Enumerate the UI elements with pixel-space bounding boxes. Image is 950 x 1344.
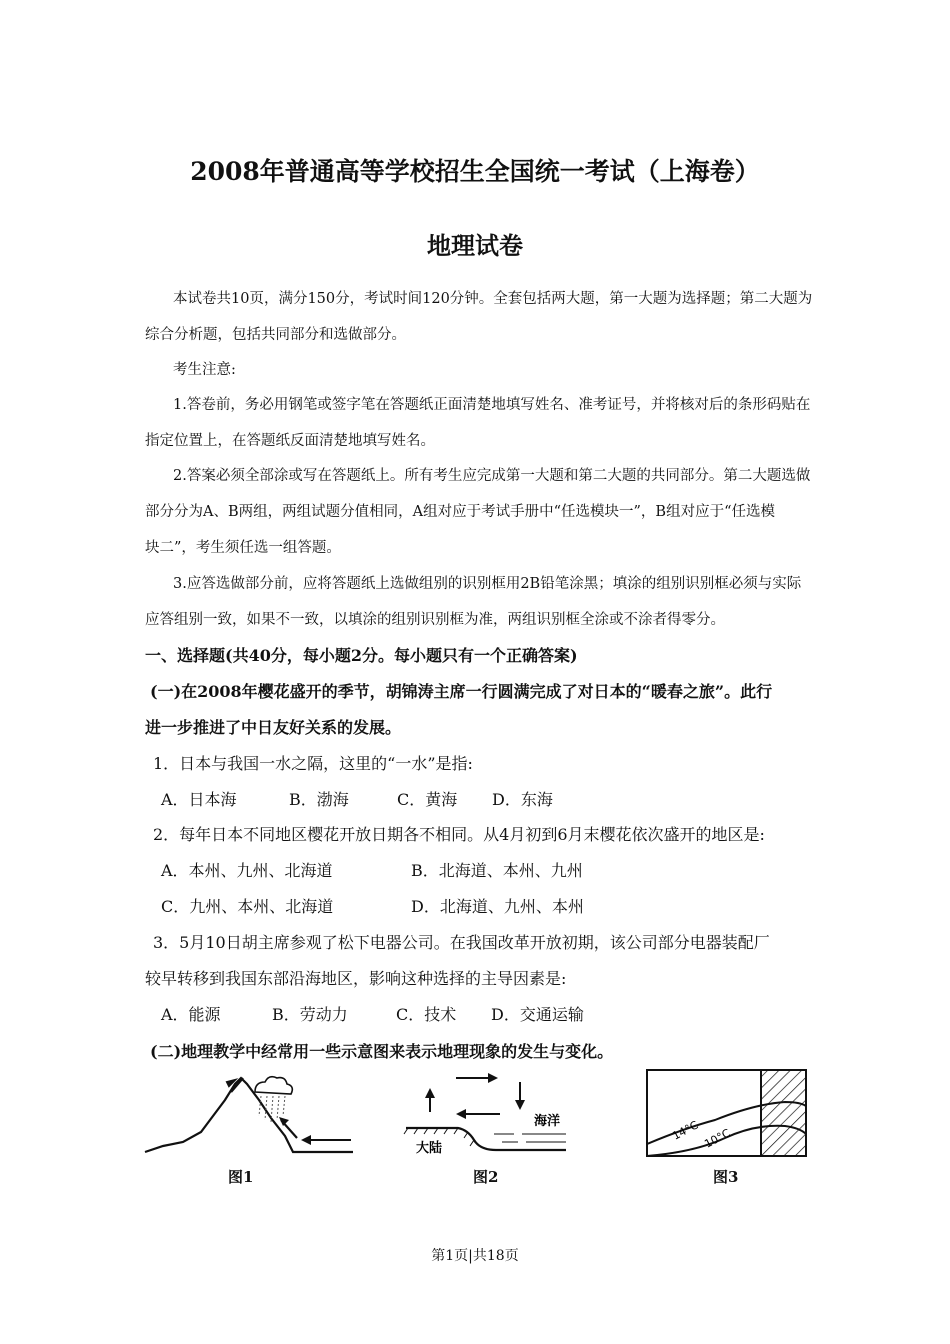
figure-1-diagram [143,1070,358,1160]
notice-2b: 部分分为A、B两组，两组试题分值相同，A组对应于考试手册中“任选模块一”，B组对应于“任选模 [145,504,775,520]
ocean-label: 海洋 [534,1114,561,1129]
q2-options-row2 [161,894,584,917]
section-heading: 一、选择题(共40分，每小题2分。每小题只有一个正确答案) [145,646,578,665]
q1-option-b: B．渤海 [289,790,349,809]
notice-1a: 1.答卷前，务必用钢笔或签字笔在答题纸正面清楚地填写姓名、准考证号，并将核对后的条形码贴在 [173,397,811,413]
notice-2a: 2.答案必须全部涂或写在答题纸上。所有考生应完成第一大题和第二大题的共同部分。第二大题选做 [173,468,811,484]
q1-options [161,787,553,810]
group2-intro: (二)地理教学中经常用一些示意图来表示地理现象的发生与变化。 [150,1042,614,1061]
q3-option-a: A．能源 [161,1005,221,1024]
intro-line-2: 综合分析题，包括共同部分和选做部分。 [145,327,406,343]
q1-stem: 1．日本与我国一水之隔，这里的“一水”是指: [153,754,473,773]
q2-option-b: B．北海道、本州、九州 [411,861,583,880]
q2-stem: 2．每年日本不同地区樱花开放日期各不相同。从4月初到6月末樱花依次盛开的地区是: [153,825,765,844]
land-label: 大陆 [416,1141,443,1156]
figure-1-caption: 图1 [228,1168,254,1186]
q1-option-c: C．黄海 [397,790,458,809]
rise-arrow-icon [425,1088,435,1098]
figure-3-diagram [645,1068,810,1160]
sea-waves [494,1134,566,1142]
q3-option-c: C．技术 [396,1005,457,1024]
q1-option-d: D．东海 [492,790,553,809]
isotherm-14-label: 14°C [670,1118,701,1143]
figure-2-caption: 图2 [473,1168,499,1186]
hatched-region [761,1070,806,1156]
notice-heading: 考生注意: [173,362,236,378]
notice-3b: 应答组别一致，如果不一致，以填涂的组别识别框为准，两组识别框全涂或不涂者得零分。 [145,612,725,628]
page-number: 第1页|共18页 [431,1248,519,1264]
q3-option-b: B．劳动力 [272,1005,348,1024]
q3-stem-b: 较早转移到我国东部沿海地区，影响这种选择的主导因素是: [145,969,567,988]
q2-options-row1 [161,858,583,881]
lower-flow-arrow-icon [456,1109,466,1119]
q2-option-a: A．本州、九州、北海道 [161,861,333,880]
notice-2c: 块二”，考生须任选一组答题。 [145,540,341,556]
group1-intro-a: (一)在2008年樱花盛开的季节，胡锦涛主席一行圆满完成了对日本的“暖春之旅”。此行 [150,682,773,701]
isotherm-10-label: 10°C [702,1126,733,1151]
figure-3-caption: 图3 [713,1168,739,1186]
q2-option-d: D．北海道、九州、本州 [411,897,584,916]
figure-2-diagram [398,1068,578,1158]
sink-arrow-icon [515,1100,525,1110]
wind-arrow-icon [301,1135,311,1145]
upslope-arrow-icon [279,1117,289,1126]
notice-1b: 指定位置上，在答题纸反面清楚地填写姓名。 [145,433,435,449]
cloud-icon [255,1077,292,1094]
paper-subtitle: 地理试卷 [427,231,523,260]
q2-option-c: C．九州、本州、北海道 [161,897,334,916]
notice-3a: 3.应答选做部分前，应将答题纸上选做组别的识别框用2B铅笔涂黑；填涂的组别识别框必须与实际 [173,576,802,592]
q3-stem-a: 3．5月10日胡主席参观了松下电器公司。在我国改革开放初期，该公司部分电器装配厂 [153,933,770,952]
q3-options [161,1002,584,1025]
group1-intro-b: 进一步推进了中日友好关系的发展。 [145,718,402,737]
q1-option-a: A．日本海 [161,790,237,809]
exam-title: 2008年普通高等学校招生全国统一考试（上海卷） [190,157,760,186]
intro-line-1: 本试卷共10页，满分150分，考试时间120分钟。全套包括两大题，第一大题为选择题；第二大题为 [173,291,813,307]
upper-flow-arrow-icon [488,1073,498,1083]
q3-option-d: D．交通运输 [491,1005,584,1024]
